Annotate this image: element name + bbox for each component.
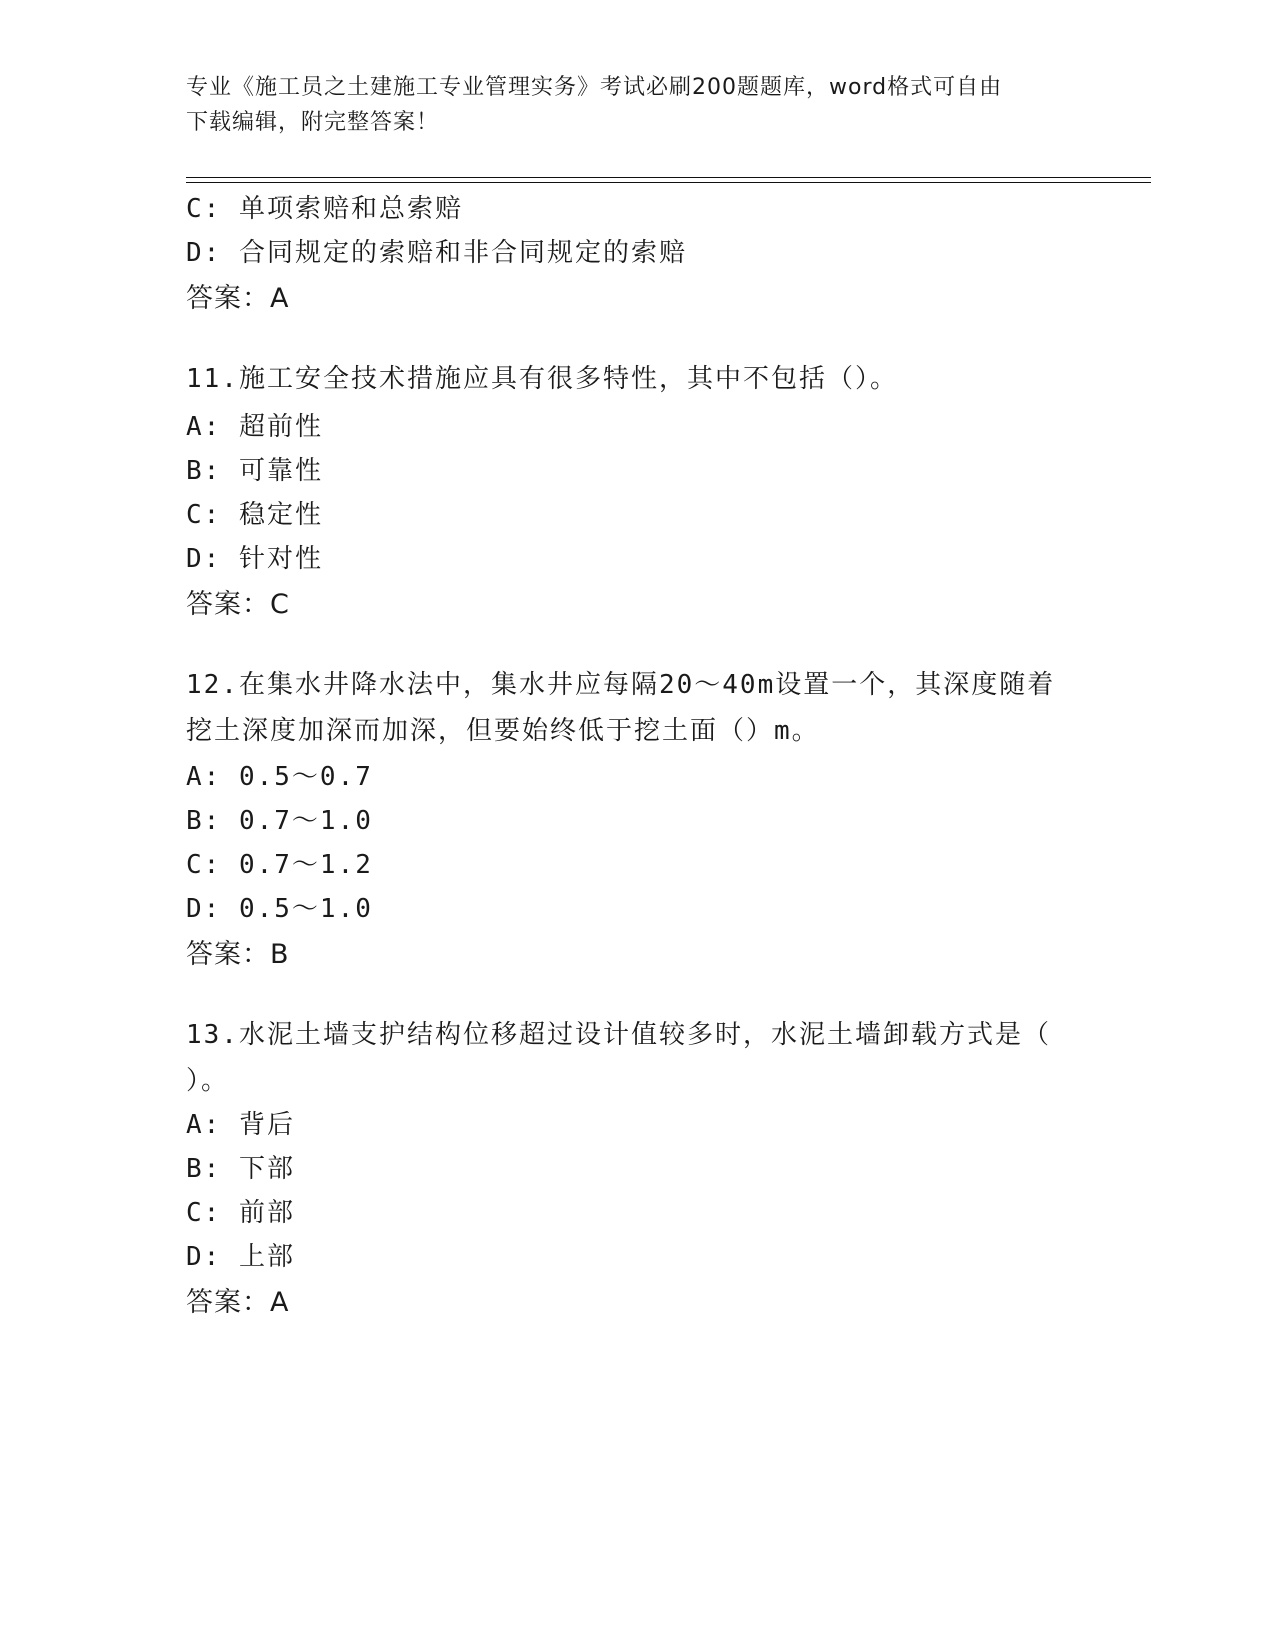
question-stem-line: 11.施工安全技术措施应具有很多特性，其中不包括（）。 bbox=[186, 364, 898, 394]
answer-line: 答案：A bbox=[186, 1287, 290, 1318]
question-12-stem bbox=[186, 662, 1086, 754]
header-line-1: 专业《施工员之土建施工专业管理实务》考试必刷200题题库，word格式可自由 bbox=[186, 75, 1003, 100]
question-stem-line: 12.在集水井降水法中，集水井应每隔20～40m设置一个，其深度随着 bbox=[186, 670, 1056, 700]
option-d: D: 0.5～1.0 bbox=[186, 894, 373, 924]
header-divider-top bbox=[186, 177, 1151, 178]
question-13-stem bbox=[186, 1012, 1086, 1104]
option-d: D: 针对性 bbox=[186, 544, 323, 574]
answer-line: 答案：A bbox=[186, 283, 290, 314]
document-header bbox=[186, 70, 1086, 140]
header-line-2: 下载编辑，附完整答案！ bbox=[186, 110, 440, 135]
question-stem-line: 挖土深度加深而加深，但要始终低于挖土面（）m。 bbox=[186, 716, 820, 746]
option-d: D: 上部 bbox=[186, 1242, 295, 1272]
option-a: A: 0.5～0.7 bbox=[186, 762, 373, 792]
option-a: A: 超前性 bbox=[186, 412, 323, 442]
option-c: C: 前部 bbox=[186, 1198, 295, 1228]
question-stem-line: 13.水泥土墙支护结构位移超过设计值较多时，水泥土墙卸载方式是（ bbox=[186, 1020, 1051, 1050]
answer-line: 答案：B bbox=[186, 939, 290, 970]
header-divider-bottom bbox=[186, 182, 1151, 183]
option-b: B: 0.7～1.0 bbox=[186, 806, 373, 836]
option-a: A: 背后 bbox=[186, 1110, 295, 1140]
answer-line: 答案：C bbox=[186, 589, 290, 620]
option-c: C: 单项索赔和总索赔 bbox=[186, 194, 463, 224]
question-11-stem bbox=[186, 356, 1086, 402]
option-b: B: 下部 bbox=[186, 1154, 295, 1184]
option-c: C: 稳定性 bbox=[186, 500, 323, 530]
question-stem-line: ）。 bbox=[186, 1066, 230, 1096]
option-d: D: 合同规定的索赔和非合同规定的索赔 bbox=[186, 238, 687, 268]
option-c: C: 0.7～1.2 bbox=[186, 850, 373, 880]
option-b: B: 可靠性 bbox=[186, 456, 323, 486]
